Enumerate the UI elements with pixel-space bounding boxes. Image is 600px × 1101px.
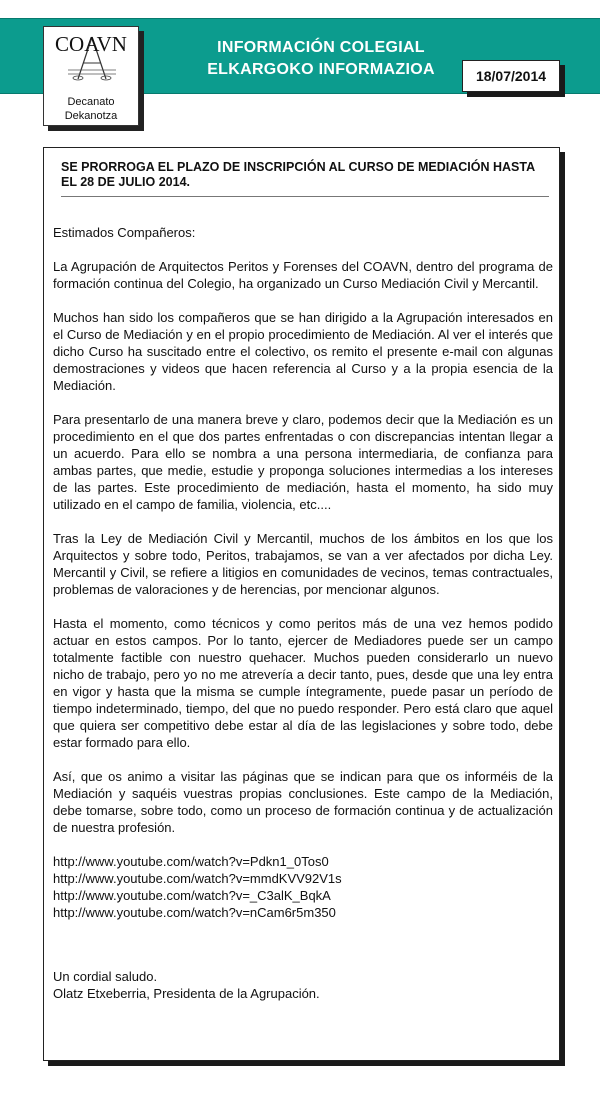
document-panel — [43, 147, 560, 1061]
video-link[interactable]: http://www.youtube.com/watch?v=nCam6r5m350 — [53, 905, 336, 920]
video-links — [53, 853, 553, 921]
document-title: SE PRORROGA EL PLAZO DE INSCRIPCIÓN AL CURSO DE MEDIACIÓN HASTA EL 28 DE JULIO 2014. — [61, 160, 549, 197]
greeting: Estimados Compañeros: — [53, 225, 196, 240]
paragraph: Así, que os animo a visitar las páginas que se indican para que os informéis de la Mediación y saquéis vuestras propias conclusiones. Este campo de la Mediación, debe tomarse, sobre todo, como un proceso de formación continua y de actualización de nuestra profesión. — [53, 769, 553, 835]
document-body — [53, 224, 553, 1002]
header-title — [196, 37, 446, 81]
video-link[interactable]: http://www.youtube.com/watch?v=mmdKVV92V1s — [53, 871, 342, 886]
logo-caption — [44, 95, 138, 123]
paragraph: La Agrupación de Arquitectos Peritos y Forenses del COAVN, dentro del programa de formación continua del Colegio, ha organizado un Curso Mediación Civil y Mercantil. — [53, 259, 553, 291]
paragraph: Muchos han sido los compañeros que se han dirigido a la Agrupación interesados en el Curso de Mediación y en el propio procedimiento de Mediación. Al ver el interés que dicho Curso ha suscitado entre el colectivo, os remito el presente e-mail con algunas demostraciones y videos que hacen referencia al Curso y a la propia esencia de la Mediación. — [53, 310, 553, 393]
closing — [53, 968, 553, 1002]
date-badge: 18/07/2014 — [462, 60, 560, 92]
video-link[interactable]: http://www.youtube.com/watch?v=Pdkn1_0Tos0 — [53, 854, 329, 869]
logo-caption-eu: Dekanotza — [64, 110, 118, 122]
coavn-logo — [43, 26, 139, 126]
logo-text: COAVN — [55, 32, 127, 56]
coavn-logo-mark — [48, 29, 134, 81]
logo-caption-es: Decanato — [67, 96, 115, 108]
paragraph: Tras la Ley de Mediación Civil y Mercantil, muchos de los ámbitos en los que los Arquitectos y sobre todo, Peritos, trabajamos, se van a ver afectados por dicha Ley. Mercantil y Civil, se refiere a litigios en comunidades de vecinos, temas contractuales, problemas de valoraciones y de herencias, por mencionar algunos. — [53, 531, 553, 597]
paragraph: Para presentarlo de una manera breve y claro, podemos decir que la Mediación es un procedimiento en el que dos partes enfrentadas o con discrepancias intentan llegar a un acuerdo. Para ello se nombra a una persona intermediaria, de confianza para ambas partes, que medie, estudie y proponga soluciones intermedias a los intereses de las partes. Este procedimiento de mediación, hasta el momento, ha sido muy utilizado en el campo de familia, violencia, etc.... — [53, 412, 553, 512]
header-title-es: INFORMACIÓN COLEGIAL — [217, 39, 425, 56]
video-link[interactable]: http://www.youtube.com/watch?v=_C3alK_BqkA — [53, 888, 331, 903]
signature: Olatz Etxeberria, Presidenta de la Agrupación. — [53, 986, 320, 1001]
closing-salutation: Un cordial saludo. — [53, 969, 158, 984]
paragraph: Hasta el momento, como técnicos y como peritos más de una vez hemos podido actuar en estos campos. Por lo tanto, ejercer de Mediadores puede ser un campo totalmente factible con nuestro quehacer. Muchos pueden considerarlo un nuevo nicho de trabajo, pero yo no me atrevería a decir tanto, pues, desde que una ley entra en vigor y hasta que la misma se cumple íntegramente, puede pasar un período de tiempo indeterminado, tiempo, del que no puedo responder. Pero está claro que aquel que quiera ser competitivo debe estar al día de las legislaciones y sobre todo, debe estar formado para ello. — [53, 616, 553, 750]
header-title-eu: ELKARGOKO INFORMAZIOA — [207, 61, 435, 78]
